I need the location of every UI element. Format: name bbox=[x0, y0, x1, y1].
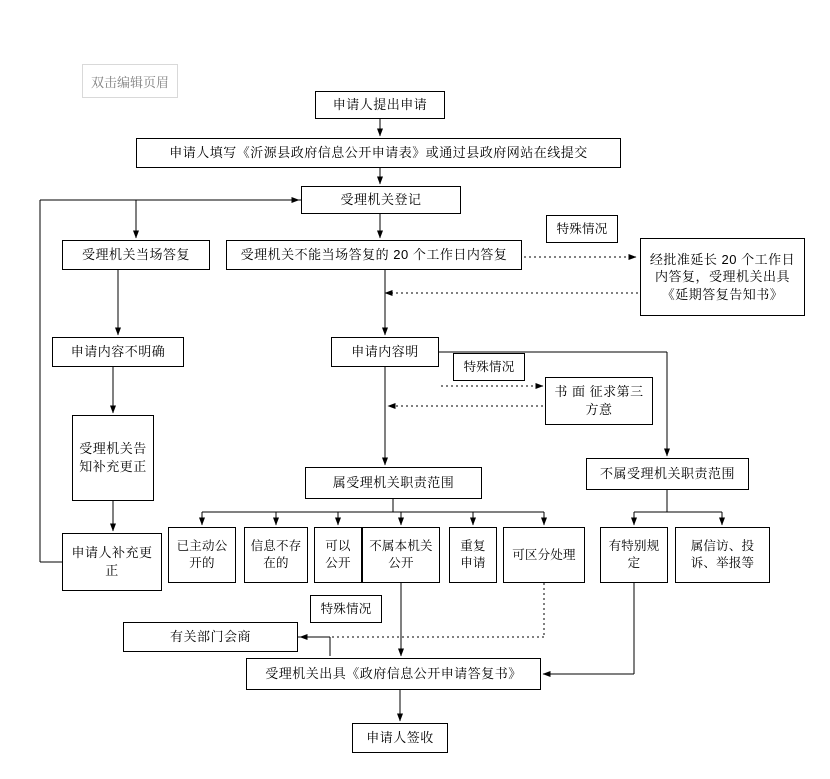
node-content-unclear[interactable]: 申请内容不明确 bbox=[52, 337, 184, 367]
node-agency-registration[interactable]: 受理机关登记 bbox=[301, 186, 461, 214]
node-separable-handling[interactable]: 可区分处理 bbox=[503, 527, 585, 583]
node-department-consultation[interactable]: 有关部门会商 bbox=[123, 622, 298, 652]
node-not-this-agency[interactable]: 不属本机关公开 bbox=[362, 527, 440, 583]
node-special-case-1[interactable]: 特殊情况 bbox=[546, 215, 618, 243]
node-fill-application-form[interactable]: 申请人填写《沂源县政府信息公开申请表》或通过县政府网站在线提交 bbox=[136, 138, 621, 168]
node-applicant-supplement[interactable]: 申请人补充更正 bbox=[62, 533, 162, 591]
node-special-case-2[interactable]: 特殊情况 bbox=[453, 353, 525, 381]
node-content-clear[interactable]: 申请内容明 bbox=[331, 337, 439, 367]
node-special-case-3[interactable]: 特殊情况 bbox=[310, 595, 382, 623]
node-info-not-exist[interactable]: 信息不存在的 bbox=[244, 527, 308, 583]
node-special-regulation[interactable]: 有特别规定 bbox=[600, 527, 668, 583]
node-duplicate-request[interactable]: 重复申请 bbox=[449, 527, 497, 583]
node-outside-agency-scope[interactable]: 不属受理机关职责范围 bbox=[586, 458, 749, 490]
node-applicant-receipt[interactable]: 申请人签收 bbox=[352, 723, 448, 753]
header-edit-placeholder[interactable]: 双击编辑页眉 bbox=[82, 64, 178, 98]
node-third-party-opinion[interactable]: 书 面 征求第三方意 bbox=[545, 377, 653, 425]
node-issue-reply-document[interactable]: 受理机关出具《政府信息公开申请答复书》 bbox=[246, 658, 541, 690]
node-reply-within-20-days[interactable]: 受理机关不能当场答复的 20 个工作日内答复 bbox=[226, 240, 522, 270]
node-within-agency-scope[interactable]: 属受理机关职责范围 bbox=[305, 467, 482, 499]
node-onsite-reply[interactable]: 受理机关当场答复 bbox=[62, 240, 210, 270]
node-notify-supplement[interactable]: 受理机关告知补充更正 bbox=[72, 415, 154, 501]
node-already-published[interactable]: 已主动公开的 bbox=[168, 527, 236, 583]
node-extension-notice[interactable]: 经批准延长 20 个工作日内答复，受理机关出具《延期答复告知书》 bbox=[640, 238, 805, 316]
node-petition-complaint[interactable]: 属信访、投诉、举报等 bbox=[675, 527, 770, 583]
node-can-disclose[interactable]: 可以公开 bbox=[314, 527, 362, 583]
node-applicant-submit[interactable]: 申请人提出申请 bbox=[315, 91, 445, 119]
